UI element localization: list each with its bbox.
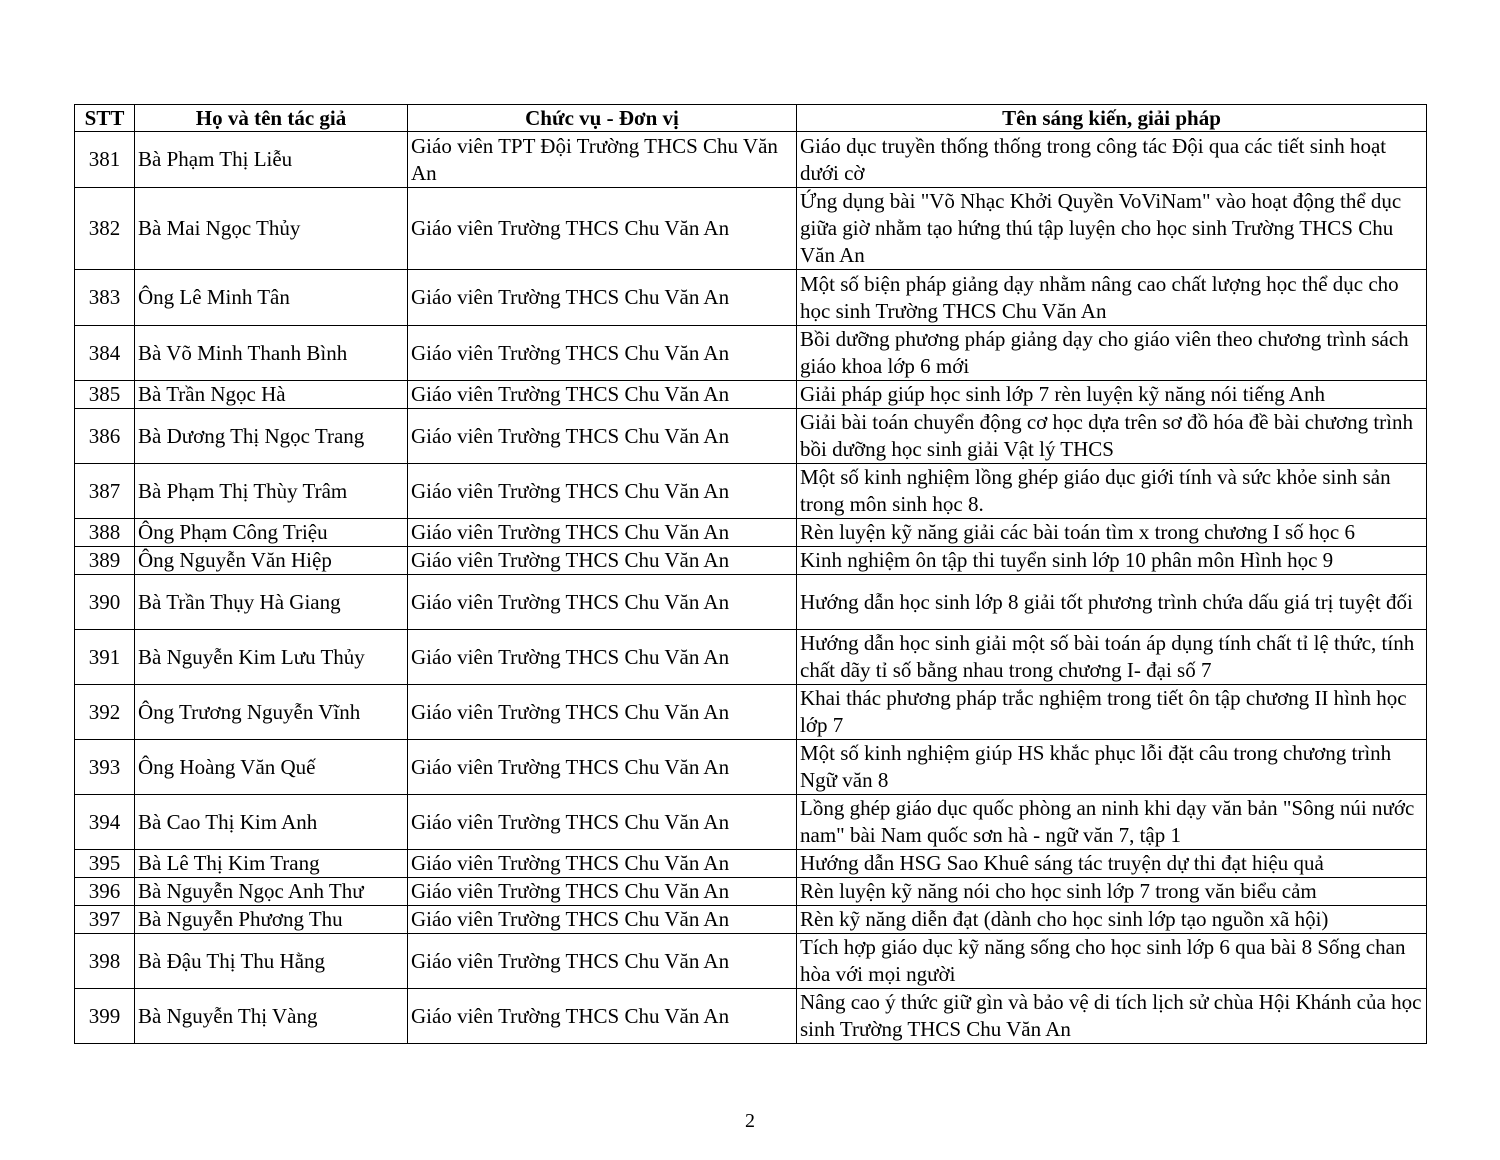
row-author-name: Bà Nguyễn Phương Thu	[135, 906, 408, 934]
table-row	[75, 906, 1427, 934]
table-row	[75, 188, 1427, 270]
row-author-name: Bà Nguyễn Ngọc Anh Thư	[135, 878, 408, 906]
row-stt: 382	[75, 188, 135, 270]
row-position-unit: Giáo viên Trường THCS Chu Văn An	[408, 409, 797, 464]
table-row	[75, 381, 1427, 409]
row-stt: 393	[75, 740, 135, 795]
table-row	[75, 850, 1427, 878]
table-row	[75, 519, 1427, 547]
table-row	[75, 795, 1427, 850]
row-author-name: Ông Nguyễn Văn Hiệp	[135, 547, 408, 575]
row-author-name: Bà Nguyễn Kim Lưu Thủy	[135, 630, 408, 685]
row-position-unit: Giáo viên Trường THCS Chu Văn An	[408, 934, 797, 989]
row-initiative-title: Kinh nghiệm ôn tập thi tuyển sinh lớp 10 phân môn Hình học 9	[797, 547, 1427, 575]
row-initiative-title: Giải bài toán chuyển động cơ học dựa trên sơ đồ hóa đề bài chương trình bồi dưỡng học sinh giải Vật lý THCS	[797, 409, 1427, 464]
row-position-unit: Giáo viên Trường THCS Chu Văn An	[408, 188, 797, 270]
row-stt: 396	[75, 878, 135, 906]
row-position-unit: Giáo viên Trường THCS Chu Văn An	[408, 326, 797, 381]
row-stt: 386	[75, 409, 135, 464]
header-initiative-title: Tên sáng kiến, giải pháp	[797, 105, 1427, 132]
table-row	[75, 740, 1427, 795]
row-stt: 384	[75, 326, 135, 381]
row-stt: 399	[75, 989, 135, 1044]
row-stt: 381	[75, 132, 135, 188]
row-stt: 397	[75, 906, 135, 934]
row-position-unit: Giáo viên Trường THCS Chu Văn An	[408, 630, 797, 685]
row-author-name: Bà Trần Thụy Hà Giang	[135, 575, 408, 630]
row-stt: 394	[75, 795, 135, 850]
table-row	[75, 409, 1427, 464]
row-position-unit: Giáo viên Trường THCS Chu Văn An	[408, 906, 797, 934]
row-position-unit: Giáo viên Trường THCS Chu Văn An	[408, 270, 797, 326]
header-author-name: Họ và tên tác giả	[135, 105, 408, 132]
row-position-unit: Giáo viên TPT Đội Trường THCS Chu Văn An	[408, 132, 797, 188]
header-stt: STT	[75, 105, 135, 132]
row-author-name: Bà Dương Thị Ngọc Trang	[135, 409, 408, 464]
row-initiative-title: Một số kinh nghiệm lồng ghép giáo dục giới tính và sức khỏe sinh sản trong môn sinh học 8.	[797, 464, 1427, 519]
row-initiative-title: Hướng dẫn HSG Sao Khuê sáng tác truyện dự thi đạt hiệu quả	[797, 850, 1427, 878]
row-position-unit: Giáo viên Trường THCS Chu Văn An	[408, 575, 797, 630]
row-initiative-title: Một số kinh nghiệm giúp HS khắc phục lỗi đặt câu trong chương trình Ngữ văn 8	[797, 740, 1427, 795]
row-stt: 395	[75, 850, 135, 878]
row-stt: 391	[75, 630, 135, 685]
row-stt: 389	[75, 547, 135, 575]
row-initiative-title: Bồi dưỡng phương pháp giảng dạy cho giáo viên theo chương trình sách giáo khoa lớp 6 mới	[797, 326, 1427, 381]
row-initiative-title: Giải pháp giúp học sinh lớp 7 rèn luyện kỹ năng nói tiếng Anh	[797, 381, 1427, 409]
table-row	[75, 464, 1427, 519]
row-stt: 388	[75, 519, 135, 547]
row-position-unit: Giáo viên Trường THCS Chu Văn An	[408, 850, 797, 878]
page-number: 2	[745, 1110, 755, 1132]
row-initiative-title: Rèn luyện kỹ năng nói cho học sinh lớp 7 trong văn biểu cảm	[797, 878, 1427, 906]
row-author-name: Ông Phạm Công Triệu	[135, 519, 408, 547]
row-position-unit: Giáo viên Trường THCS Chu Văn An	[408, 740, 797, 795]
row-initiative-title: Lồng ghép giáo dục quốc phòng an ninh khi dạy văn bản "Sông núi nước nam" bài Nam quốc sơn hà - ngữ văn 7, tập 1	[797, 795, 1427, 850]
row-position-unit: Giáo viên Trường THCS Chu Văn An	[408, 795, 797, 850]
row-position-unit: Giáo viên Trường THCS Chu Văn An	[408, 878, 797, 906]
row-initiative-title: Giáo dục truyền thống thống trong công tác Đội qua các tiết sinh hoạt dưới cờ	[797, 132, 1427, 188]
table-row	[75, 878, 1427, 906]
row-stt: 392	[75, 685, 135, 740]
row-initiative-title: Ứng dụng bài "Võ Nhạc Khởi Quyền VoViNam" vào hoạt động thể dục giữa giờ nhằm tạo hứng thú tập luyện cho học sinh Trường THCS Chu Văn An	[797, 188, 1427, 270]
row-author-name: Ông Trương Nguyễn Vĩnh	[135, 685, 408, 740]
row-stt: 385	[75, 381, 135, 409]
table-row	[75, 989, 1427, 1044]
row-position-unit: Giáo viên Trường THCS Chu Văn An	[408, 464, 797, 519]
row-author-name: Bà Mai Ngọc Thủy	[135, 188, 408, 270]
row-author-name: Ông Hoàng Văn Quế	[135, 740, 408, 795]
row-initiative-title: Hướng dẫn học sinh lớp 8 giải tốt phương trình chứa dấu giá trị tuyệt đối	[797, 575, 1427, 630]
table-row	[75, 270, 1427, 326]
table-header-row	[75, 105, 1427, 132]
header-position-unit: Chức vụ - Đơn vị	[408, 105, 797, 132]
table-row	[75, 685, 1427, 740]
table-row	[75, 326, 1427, 381]
row-author-name: Bà Võ Minh Thanh Bình	[135, 326, 408, 381]
row-author-name: Bà Phạm Thị Liễu	[135, 132, 408, 188]
row-stt: 390	[75, 575, 135, 630]
row-stt: 387	[75, 464, 135, 519]
row-position-unit: Giáo viên Trường THCS Chu Văn An	[408, 685, 797, 740]
row-author-name: Bà Phạm Thị Thùy Trâm	[135, 464, 408, 519]
table-row	[75, 547, 1427, 575]
table-row	[75, 934, 1427, 989]
row-position-unit: Giáo viên Trường THCS Chu Văn An	[408, 989, 797, 1044]
table-body	[75, 132, 1427, 1044]
row-position-unit: Giáo viên Trường THCS Chu Văn An	[408, 547, 797, 575]
row-author-name: Bà Trần Ngọc Hà	[135, 381, 408, 409]
row-author-name: Bà Đậu Thị Thu Hằng	[135, 934, 408, 989]
row-position-unit: Giáo viên Trường THCS Chu Văn An	[408, 381, 797, 409]
initiatives-table	[74, 104, 1427, 1044]
row-initiative-title: Rèn kỹ năng diễn đạt (dành cho học sinh lớp tạo nguồn xã hội)	[797, 906, 1427, 934]
table-row	[75, 132, 1427, 188]
row-position-unit: Giáo viên Trường THCS Chu Văn An	[408, 519, 797, 547]
row-author-name: Ông Lê Minh Tân	[135, 270, 408, 326]
row-author-name: Bà Cao Thị Kim Anh	[135, 795, 408, 850]
row-stt: 398	[75, 934, 135, 989]
row-initiative-title: Rèn luyện kỹ năng giải các bài toán tìm x trong chương I số học 6	[797, 519, 1427, 547]
table-row	[75, 575, 1427, 630]
row-initiative-title: Một số biện pháp giảng dạy nhằm nâng cao chất lượng học thể dục cho học sinh Trường THCS Chu Văn An	[797, 270, 1427, 326]
row-author-name: Bà Lê Thị Kim Trang	[135, 850, 408, 878]
row-initiative-title: Hướng dẫn học sinh giải một số bài toán áp dụng tính chất tỉ lệ thức, tính chất dãy tỉ số bằng nhau trong chương I- đại số 7	[797, 630, 1427, 685]
row-initiative-title: Nâng cao ý thức giữ gìn và bảo vệ di tích lịch sử chùa Hội Khánh của học sinh Trường THCS Chu Văn An	[797, 989, 1427, 1044]
row-initiative-title: Tích hợp giáo dục kỹ năng sống cho học sinh lớp 6 qua bài 8 Sống chan hòa với mọi người	[797, 934, 1427, 989]
table-row	[75, 630, 1427, 685]
row-stt: 383	[75, 270, 135, 326]
row-author-name: Bà Nguyễn Thị Vàng	[135, 989, 408, 1044]
row-initiative-title: Khai thác phương pháp trắc nghiệm trong tiết ôn tập chương II hình học lớp 7	[797, 685, 1427, 740]
